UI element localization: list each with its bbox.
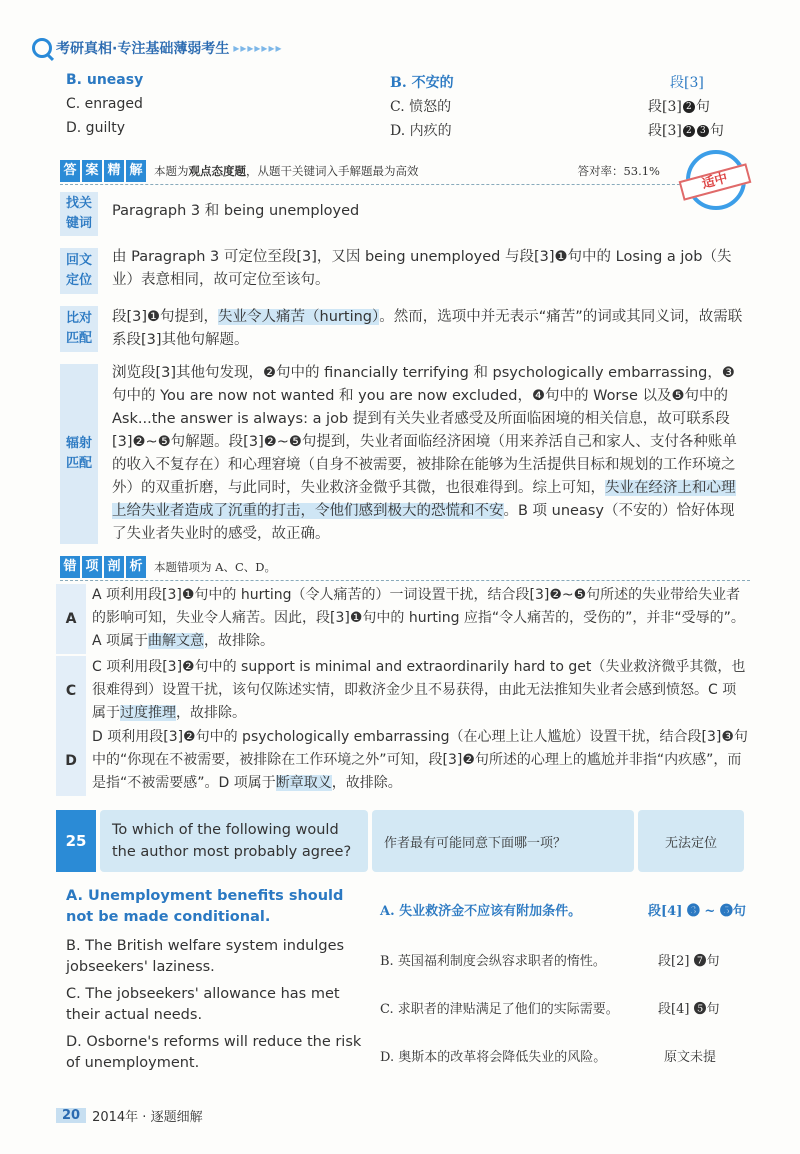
option-en: C. enraged xyxy=(66,96,143,112)
option-cn: B. 英国福利制度会纵容求职者的惰性。 xyxy=(380,954,606,969)
option-en: B. uneasy xyxy=(66,72,144,88)
header-arrows: ▸▸▸▸▸▸▸ xyxy=(233,41,283,55)
option-loc: 段[4] ❸ ~ ❺句 xyxy=(648,904,746,919)
option-cn: A. 失业救济金不应该有附加条件。 xyxy=(380,904,582,919)
search-logo-icon xyxy=(32,38,52,58)
wrong-text: D 项利用段[3]❷句中的 psychologically embarrassing（在心理上让人尴尬）设置干扰，结合段[3]❸句中的“你现在不被需要，被排除在工作环境之外”可知，段[3]❷句所述的心理上的尴尬并非指“内疚感”，而是指“不被需要感”。D 项属于断章取义，故排除。 xyxy=(92,729,748,791)
wrong-note: 本题错项为 A、C、D。 xyxy=(154,560,276,574)
prev-option-row xyxy=(66,120,746,144)
option-cn: C. 愤怒的 xyxy=(390,99,452,115)
question-loc-box xyxy=(638,810,744,872)
q25-option-row xyxy=(66,1030,756,1078)
q25-option-row xyxy=(66,934,756,982)
option-loc: 段[3] 2 3 句 xyxy=(648,123,724,139)
option-loc: 段[3] xyxy=(670,75,704,91)
step-text-keyword: Paragraph 3 和 being unemployed xyxy=(112,203,360,219)
analysis-header xyxy=(60,160,700,182)
step-text-match: 段[3]❶句提到，失业令人痛苦（hurting）。然而，选项中并无表示“痛苦”的词或其同义词，故需联系段[3]其他句解题。 xyxy=(112,309,743,348)
option-en: B. The British welfare system indulges jobseekers' laziness. xyxy=(66,938,345,975)
wrong-letter: A xyxy=(56,584,86,654)
option-loc: 原文未提 xyxy=(664,1050,717,1065)
question-cn-box xyxy=(372,810,634,872)
q25-option-row xyxy=(66,982,756,1030)
step-tag-match: 比对 匹配 xyxy=(60,306,98,352)
question-en-box xyxy=(100,810,368,872)
option-loc: 段[3] 2 句 xyxy=(648,99,710,115)
prev-option-row xyxy=(66,72,746,96)
option-cn: C. 求职者的津贴满足了他们的实际需要。 xyxy=(380,1002,619,1017)
option-en: C. The jobseekers' allowance has met their actual needs. xyxy=(66,986,340,1023)
difficulty-label: 适中 xyxy=(679,163,752,200)
analysis-note: 本题为观点态度题，从题干关键词入手解题最为高效 xyxy=(154,164,419,178)
wrong-letter: C xyxy=(56,656,86,726)
footer-text: 2014年 · 逐题细解 xyxy=(92,1110,203,1125)
option-loc: 段[2] ❼句 xyxy=(658,954,720,969)
option-cn: D. 内疚的 xyxy=(390,123,452,139)
question-en: To which of the following would the author most probably agree? xyxy=(112,822,352,860)
option-en: D. guilty xyxy=(66,120,125,136)
q25-options xyxy=(66,886,756,1078)
accuracy-rate: 答对率：53.1% xyxy=(577,164,660,178)
option-en: D. Osborne's reforms will reduce the risk of unemployment. xyxy=(66,1034,362,1071)
step-tag-radiate: 辐射 匹配 xyxy=(60,364,98,544)
header-title: 考研真相·专注基础薄弱考生 xyxy=(56,41,230,57)
prev-option-row xyxy=(66,96,746,120)
option-en: A. Unemployment benefits should not be made conditional. xyxy=(66,888,344,925)
step-text-locate: 由 Paragraph 3 可定位至段[3]，又因 being unemployed 与段[3]❶句中的 Losing a job（失业）表意相同，故可定位至该句。 xyxy=(112,249,732,288)
wrong-tag: 错 项 剖 析 xyxy=(60,556,148,578)
option-cn: B. 不安的 xyxy=(390,75,454,91)
analysis-tag: 答 案 精 解 xyxy=(60,160,148,182)
step-tag-locate: 回文 定位 xyxy=(60,248,98,294)
question-cn: 作者最有可能同意下面哪一项？ xyxy=(384,835,567,851)
divider xyxy=(60,184,700,185)
wrong-text: C 项利用段[3]❷句中的 support is minimal and extraordinarily hard to get（失业救济微乎其微，也很难得到）设置干扰，该句仅陈述实情，即救济金少且不易获得，由此无法推知失业者会感到愤怒。C 项属于过度推理，故排除。 xyxy=(92,659,746,721)
page-number: 20 xyxy=(56,1108,86,1123)
wrong-header xyxy=(60,556,750,578)
wrong-text: A 项利用段[3]❶句中的 hurting（令人痛苦的）一词设置干扰，结合段[3]❷~❺句所述的失业带给失业者的影响可知，失业令人痛苦。因此，段[3]❶句中的 hurting 应指“令人痛苦的，受伤的”，并非“受辱的”。A 项属于曲解文意，故排除。 xyxy=(92,587,745,649)
wrong-letter: D xyxy=(56,726,86,796)
step-text-radiate: 浏览段[3]其他句发现，❷句中的 financially terrifying 和 psychologically embarrassing，❸句中的 You are now not wanted 和 you are now excluded，❹句中的 Worse 以及❺句中的 Ask...the answer is always: a job 提到有关失业者感受及所面临困境的相关信息，故可联系段[3]❷~❺句解题。段[3]❷~❺句提到，失业者面临经济困境（用来养活自己和家人、支付各种账单的收入不复存在）和心理窘境（自身不被需要，被排除在能够为生活提供目标和规划的工作环境之外）的双重折磨，与此同时，失业救济金微乎其微，也很难得到。综上可知，失业在经济上和心理上给失业者造成了沉重的打击，令他们感到极大的恐慌和不安。B 项 uneasy（不安的）恰好体现了失业者失业时的感受，故正确。 xyxy=(112,365,737,542)
question-loc: 无法定位 xyxy=(664,835,717,851)
q25-option-row xyxy=(66,886,756,934)
step-tag-keyword: 找关 键词 xyxy=(60,192,98,236)
page-header xyxy=(32,36,283,60)
question-number: 25 xyxy=(56,810,96,872)
divider xyxy=(60,580,750,581)
prev-options xyxy=(66,72,746,144)
option-cn: D. 奥斯本的改革将会降低失业的风险。 xyxy=(380,1050,607,1065)
option-loc: 段[4] ❺句 xyxy=(658,1002,720,1017)
page-footer xyxy=(56,1106,203,1125)
